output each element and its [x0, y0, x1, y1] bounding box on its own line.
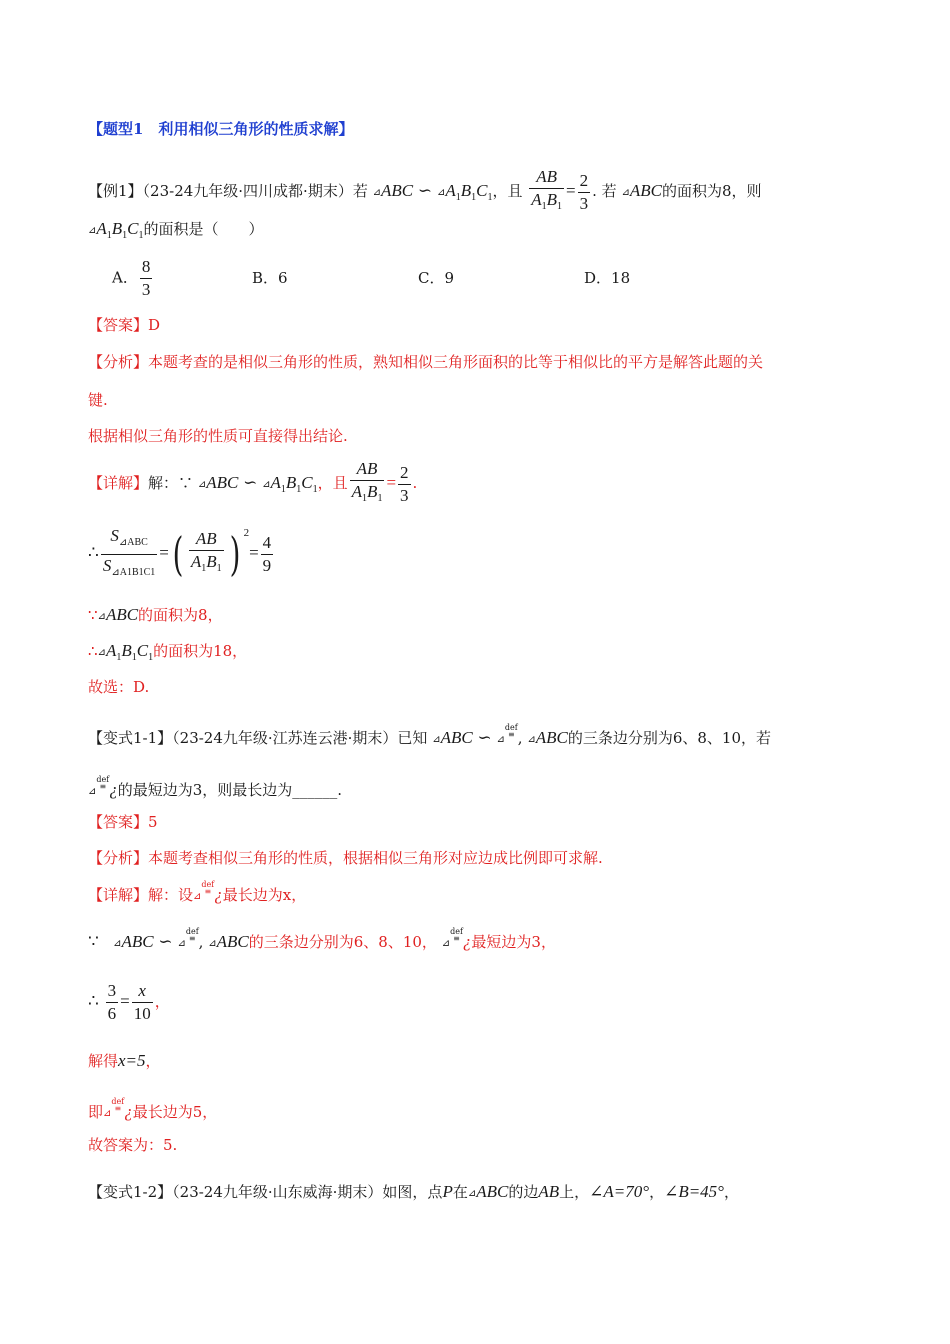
triangle-a1b1c1: $⊿A_1B_1C_1$ — [436, 181, 493, 203]
variant11-analysis: 【分析】本题考查相似三角形的性质，根据相似三角形对应边成比例即可求解. — [88, 849, 603, 867]
example1-choose: 故选：D. — [88, 678, 150, 696]
option-b: B．6 — [252, 269, 288, 287]
example1-area18: $\therefore⊿A_1B_1C_1$的面积为18， — [88, 641, 248, 663]
triangle-abc: ⊿ABC — [372, 181, 414, 200]
example1-analysis-line3: 根据相似三角形的性质可直接得出结论. — [88, 427, 348, 445]
variant11-proportion: ∴ $\frac{3}{6}$ = $\frac{x}{10}$ ， — [88, 981, 170, 1023]
variant11-detail-line1: 【详解】解：设⊿def ≡ ¿最长边为x， — [88, 880, 307, 904]
variant11-longest: 即⊿def ≡ ¿最长边为5， — [88, 1097, 218, 1121]
variant11-question-line2: ⊿def ≡ ¿的最短边为3，则最长边为______. — [88, 775, 343, 799]
variant11-final: 故答案为：5. — [88, 1136, 178, 1154]
variant11-detail-line2: ∵ ⊿ABC ∽ ⊿def ≡ , ⊿ABC的三条边分别为6、8、10， ⊿def ≡ ¿最短边为3， — [88, 927, 556, 951]
ratio-ab-a1b1: $\frac{AB}{A_1B_1}$ — [531, 167, 563, 212]
example1-question-line1: 【例1】（23-24九年级·四川成都·期末）若 ⊿ABC ∽ $⊿A_1B_1C_1$，且 $\frac{AB}{A_1B_1}$ = $\frac{2}{3}$ . 若 ⊿ABC的面积为8，则 — [88, 166, 762, 218]
option-a: A． $\frac{8}{3}$ — [112, 257, 151, 299]
option-d: D．18 — [584, 269, 631, 287]
example1-answer: 【答案】D — [88, 316, 161, 334]
area-ratio-formula: ∴ $\frac{S_{⊿ABC}}{S_{⊿A1B1C1}}$ =( $\frac{AB}{A_1B_1}$ ) $^2$= $\frac{4}{9}$ — [88, 525, 272, 581]
variant11-question-line1: 【变式1-1】（23-24九年级·江苏连云港·期末）已知 ⊿ABC ∽ ⊿def ≡ , ⊿ABC的三条边分别为6、8、10，若 — [88, 723, 771, 747]
example1-source: （23-24九年级·四川成都·期末） — [142, 182, 353, 200]
option-c: C．9 — [418, 269, 455, 287]
variant11-solve: 解得x=5， — [88, 1051, 161, 1070]
variant11-answer: 【答案】5 — [88, 813, 158, 831]
example1-analysis-line2: 键. — [88, 391, 108, 409]
variant12-question-line1: 【变式1-2】（23-24九年级·山东威海·期末）如图，点P在⊿ABC的边AB上，∠A=70°，∠B=45°， — [88, 1182, 739, 1201]
ratio-value: $\frac{2}{3}$ — [579, 170, 589, 213]
example1-label: 【例1】 — [88, 182, 143, 200]
example1-detail-line1: 【详解】解：∵ ⊿ABC ∽ $⊿A_1B_1C_1$，且 $\frac{AB}{A_1B_1}$ = $\frac{2}{3}$ . — [88, 459, 418, 505]
example1-area8: ∵⊿ABC的面积为8， — [88, 605, 223, 624]
example1-question-line2: $⊿A_1B_1C_1$的面积是（ ） — [88, 219, 264, 241]
example1-analysis-line1: 【分析】本题考查的是相似三角形的性质，熟知相似三角形面积的比等于相似比的平方是解答此题的关 — [88, 353, 764, 371]
section-title: 【题型1 利用相似三角形的性质求解】 — [88, 120, 354, 138]
